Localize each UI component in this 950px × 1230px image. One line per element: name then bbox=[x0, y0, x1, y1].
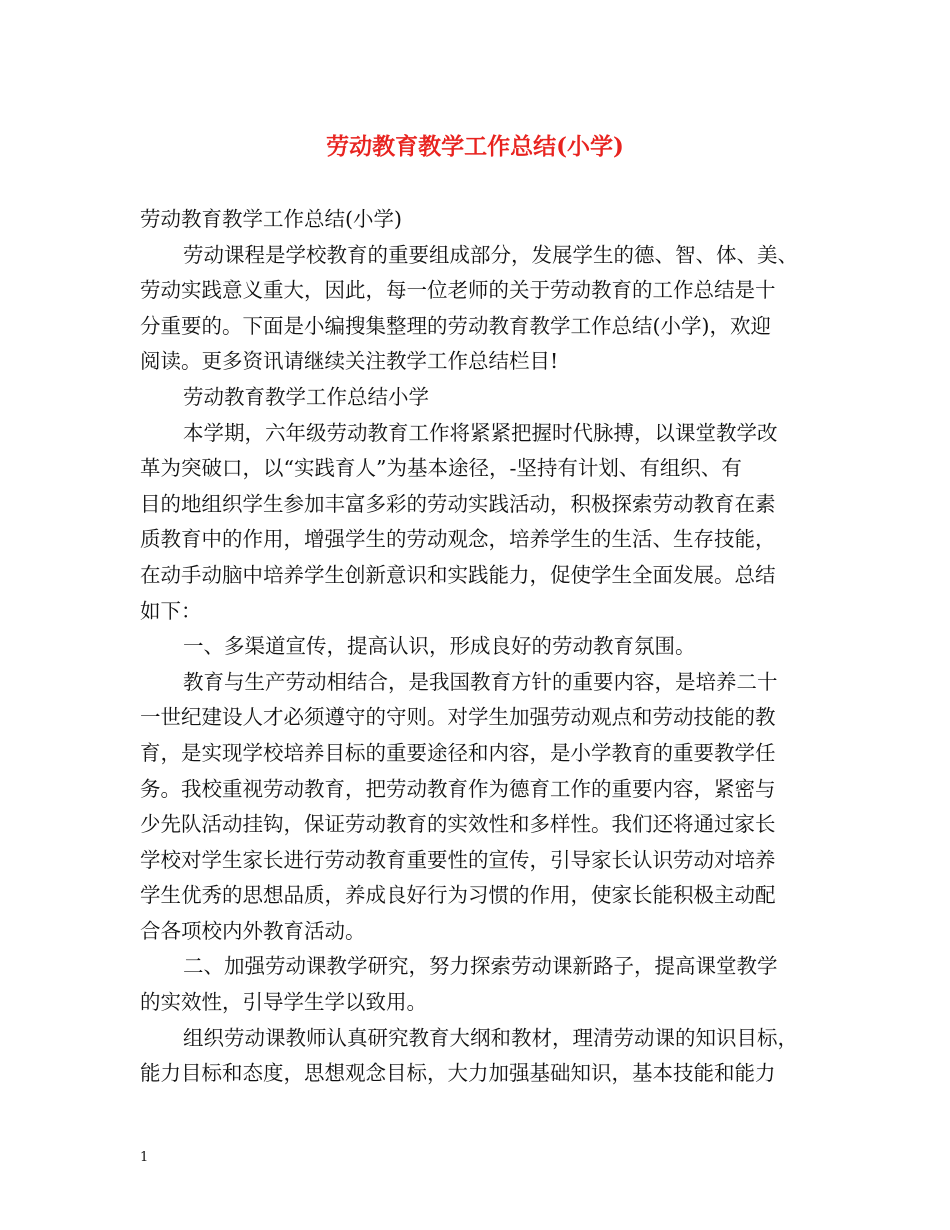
body-line: 学校对学生家长进行劳动教育重要性的宣传，引导家长认识劳动对培养 bbox=[140, 847, 776, 872]
body-line: 一世纪建设人才必须遵守的守则。对学生加强劳动观点和劳动技能的教 bbox=[140, 705, 776, 730]
body-line: 学生优秀的思想品质，养成良好行为习惯的作用，使家长能积极主动配 bbox=[140, 883, 776, 908]
document-title: 劳动教育教学工作总结(小学) bbox=[326, 133, 624, 160]
body-line: 分重要的。下面是小编搜集整理的劳动教育教学工作总结(小学)，欢迎 bbox=[140, 313, 771, 338]
body-line: 组织劳动课教师认真研究教育大纲和教材，理清劳动课的知识目标， bbox=[183, 1025, 798, 1050]
document-body bbox=[140, 202, 830, 1092]
section-heading: 一、多渠道宣传，提高认识，形成良好的劳动教育氛围。 bbox=[183, 634, 696, 659]
body-line: 目的地组织学生参加丰富多彩的劳动实践活动，积极探索劳动教育在素 bbox=[140, 491, 776, 516]
body-line: 质教育中的作用，增强学生的劳动观念，培养学生的生活、生存技能， bbox=[140, 527, 776, 552]
body-line: 在动手动脑中培养学生创新意识和实践能力，促使学生全面发展。总结 bbox=[140, 562, 776, 587]
body-line: 劳动实践意义重大，因此，每一位老师的关于劳动教育的工作总结是十 bbox=[140, 278, 776, 303]
body-line: 劳动教育教学工作总结(小学) bbox=[140, 207, 402, 231]
body-line: 教育与生产劳动相结合，是我国教育方针的重要内容，是培养二十 bbox=[183, 669, 778, 694]
body-line: 本学期，六年级劳动教育工作将紧紧把握时代脉搏，以课堂教学改 bbox=[183, 420, 778, 445]
body-line: 阅读。更多资讯请继续关注教学工作总结栏目! bbox=[140, 349, 559, 374]
page-number: 1 bbox=[140, 1150, 149, 1165]
section-heading: 二、加强劳动课教学研究，努力探索劳动课新路子，提高课堂教学 bbox=[183, 954, 778, 979]
body-line: 少先队活动挂钩，保证劳动教育的实效性和多样性。我们还将通过家长 bbox=[140, 812, 776, 837]
body-line: 能力目标和态度，思想观念目标，大力加强基础知识，基本技能和能力 bbox=[140, 1061, 776, 1086]
body-line: 务。我校重视劳动教育，把劳动教育作为德育工作的重要内容，紧密与 bbox=[140, 776, 776, 801]
body-line: 育，是实现学校培养目标的重要途径和内容，是小学教育的重要教学任 bbox=[140, 740, 776, 765]
section-subtitle: 劳动教育教学工作总结小学 bbox=[183, 384, 429, 409]
body-line: 的实效性，引导学生学以致用。 bbox=[140, 990, 427, 1015]
body-line: 革为突破口，以“实践育人”为基本途径，-坚持有计划、有组织、有 bbox=[140, 456, 742, 481]
body-line: 合各项校内外教育活动。 bbox=[140, 918, 366, 943]
body-line: 劳动课程是学校教育的重要组成部分，发展学生的德、智、体、美、 bbox=[183, 242, 798, 267]
body-line: 如下： bbox=[140, 598, 202, 623]
